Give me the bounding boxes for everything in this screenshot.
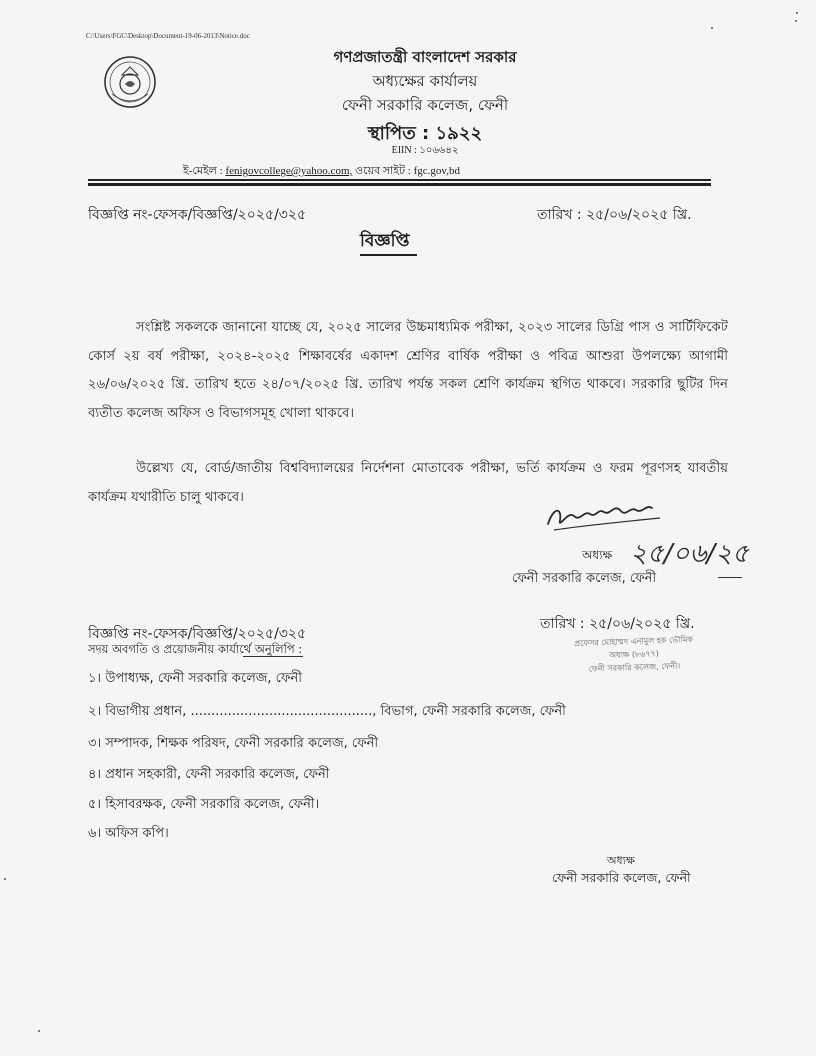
copy-heading-underline: [243, 656, 303, 657]
stamp-line: অধ্যক্ষ (৮৬৭৭): [608, 649, 660, 660]
signatory-title: অধ্যক্ষ: [582, 548, 613, 562]
notice-paragraph-2: উল্লেখ্য যে, বোর্ড/জাতীয় বিশ্ববিদ্যালয়ের নির্দেশনা মোতাবেক পরীক্ষা, ভর্তি কার্যক্রম ও ফরম পূরণসহ যাবতীয় কার্যক্রম যথারীতি চালু থাকবে।: [88, 461, 728, 505]
notice-title: বিজ্ঞপ্তি: [360, 231, 410, 251]
recipient-item: ৩। সম্পাদক, শিক্ষক পরিষদ, ফেনী সরকারি কলেজ, ফেনী: [88, 736, 379, 751]
email-label: ই-মেইল :: [183, 165, 223, 177]
file-path-text: C:\Users\FGC\Desktop\Document-19-06-2013\Notice.doc: [86, 32, 250, 40]
website-label: ওয়েব সাইট :: [355, 165, 411, 177]
header-rule-top: [88, 179, 711, 181]
recipient-item: ৪। প্রধান সহকারী, ফেনী সরকারি কলেজ, ফেনী: [88, 767, 330, 782]
bottom-signatory-title: অধ্যক্ষ: [607, 854, 635, 867]
scan-speck: [796, 12, 798, 14]
handwritten-date: [628, 524, 768, 574]
bottom-signatory-college: ফেনী সরকারি কলেজ, ফেনী: [552, 870, 691, 885]
office-name: অধ্যক্ষের কার্যালয়: [372, 72, 478, 90]
scan-speck: [38, 1030, 40, 1032]
stamp-line: ফেনী সরকারি কলেজ, ফেনী।: [588, 661, 681, 674]
scan-speck: [4, 878, 6, 880]
email-link[interactable]: fenigovcollege@yahoo.com,: [225, 165, 353, 177]
college-name: ফেনী সরকারি কলেজ, ফেনী: [341, 96, 509, 114]
principal-stamp: [559, 632, 708, 676]
recipient-item: ৫। হিসাবরক্ষক, ফেনী সরকারি কলেজ, ফেনী।: [88, 797, 320, 812]
header-rule-bottom: [88, 183, 711, 186]
copy-date: তারিখ : ২৫/০৬/২০২৫ খ্রি.: [540, 616, 695, 632]
signatory-college: ফেনী সরকারি কলেজ, ফেনী: [512, 571, 657, 586]
title-underline: [360, 254, 417, 256]
copy-memo-number: বিজ্ঞপ্তি নং-ফেসক/বিজ্ঞপ্তি/২০২৫/৩২৫: [88, 626, 307, 642]
signature-dash: [718, 577, 742, 578]
copy-heading: সদয় অবগতি ও প্রয়োজনীয় কার্যার্থে অনুলিপি :: [88, 642, 303, 656]
college-seal-icon: [102, 54, 158, 110]
established-year: স্থাপিত : ১৯২২: [367, 123, 483, 144]
scan-speck: [795, 20, 797, 22]
recipient-item: ৬। অফিস কপি।: [88, 826, 169, 841]
memo-number: বিজ্ঞপ্তি নং-ফেসক/বিজ্ঞপ্তি/২০২৫/৩২৫: [88, 207, 307, 223]
eiin-number: EIIN : ১০৬৬৪২: [391, 145, 459, 156]
recipient-item: ২। বিভাগীয় প্রধান, ............................................, বিভাগ, ফেনী সরকারি কলেজ, ফেনী: [88, 704, 566, 719]
notice-paragraph-1: সংশ্লিষ্ট সকলকে জানানো যাচ্ছে যে, ২০২৫ সালের উচ্চমাধ্যমিক পরীক্ষা, ২০২৩ সালের ডিগ্রি পাস ও সার্টিফিকেট কোর্স ২য় বর্ষ পরীক্ষা, ২০২৪-২০২৫ শিক্ষাবর্ষের একাদশ শ্রেণির বার্ষিক পরীক্ষা ও পবিত্র আশুরা উপলক্ষ্যে আগামী ২৬/০৬/২০২৫ খ্রি. তারিখ হতে ২৪/০৭/২০২৫ খ্রি. তারিখ পর্যন্ত সকল শ্রেণি কার্যক্রম স্থগিত থাকবে। সরকারি ছুটির দিন ব্যতীত কলেজ অফিস ও বিভাগসমূহ খোলা থাকবে।: [88, 320, 728, 421]
govt-name: গণপ্রজাতন্ত্রী বাংলাদেশ সরকার: [333, 48, 517, 66]
recipient-item: ১। উপাধ্যক্ষ, ফেনী সরকারি কলেজ, ফেনী: [88, 671, 302, 686]
scan-speck: [711, 27, 713, 29]
notice-date: তারিখ : ২৫/০৬/২০২৫ খ্রি.: [537, 207, 692, 223]
website-text: fgc.gov,bd: [413, 165, 460, 177]
handwritten-date-text: ২৫/০৬/২৫: [630, 539, 749, 569]
stamp-line: প্রফেসর মোহাম্মদ এনামুল হক ভৌমিক: [574, 634, 694, 649]
